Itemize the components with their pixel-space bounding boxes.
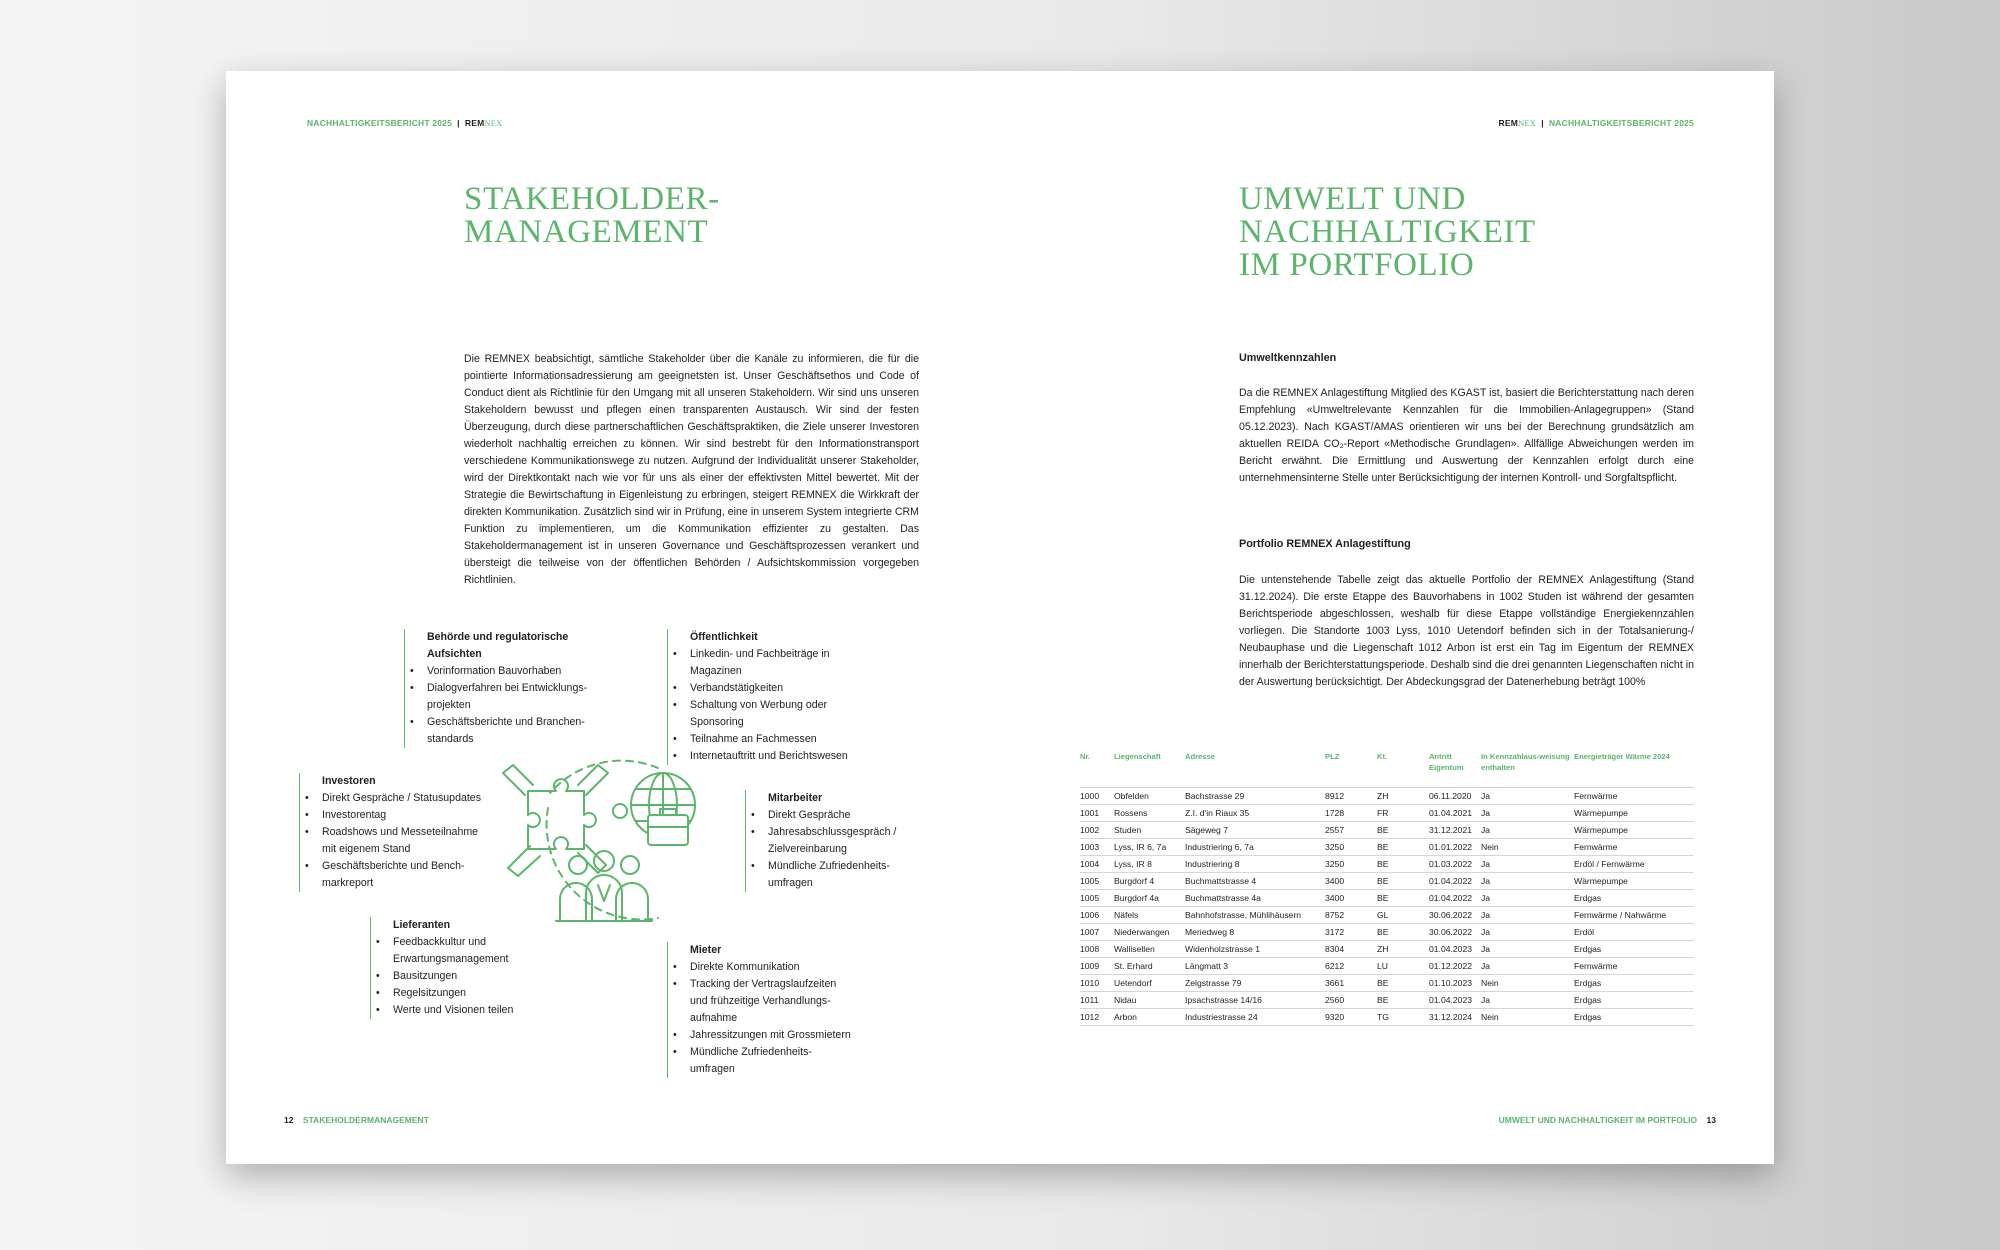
list-item: • Jahresabschlussgespräch / Zielvereinbarung [768,824,958,858]
table-cell: Ja [1481,941,1574,958]
list-item: • Dialogverfahren bei Entwicklungs- projekten [427,680,627,714]
table-cell: Ja [1481,890,1574,907]
table-cell: BE [1377,975,1429,992]
table-cell: Fernwärme [1574,958,1694,975]
table-cell: Nidau [1114,992,1185,1009]
group-oeffentlichkeit [667,629,910,765]
left-header-separator: | [457,118,460,128]
table-cell: 1010 [1080,975,1114,992]
list-item: • Vorinformation Bauvorhaben [427,663,627,680]
table-cell: Erdgas [1574,975,1694,992]
table-row [1080,924,1694,941]
table-cell: 01.10.2023 [1429,975,1481,992]
table-cell: 8752 [1325,907,1377,924]
table-cell: 1000 [1080,788,1114,805]
table-header-row [1080,751,1694,788]
list-item: • Mündliche Zufriedenheits- umfragen [768,858,958,892]
table-column-header: Nr. [1080,751,1114,788]
table-cell: Ja [1481,924,1574,941]
table-cell: 1005 [1080,873,1114,890]
table-cell: BE [1377,856,1429,873]
table-cell: 3250 [1325,856,1377,873]
group-mieter [667,942,910,1078]
list-item: • Verbandstätigkeiten [690,680,910,697]
table-cell: Sägeweg 7 [1185,822,1325,839]
left-running-header [307,118,502,128]
table-cell: FR [1377,805,1429,822]
group-title: Mitarbeiter [768,792,823,804]
table-column-header: Kt. [1377,751,1429,788]
table-cell: Ipsachstrasse 14/16 [1185,992,1325,1009]
table-cell: Erdgas [1574,992,1694,1009]
left-page-title [464,183,720,249]
table-row [1080,839,1694,856]
right-header-separator: | [1541,118,1544,128]
table-cell: Buchmattstrasse 4a [1185,890,1325,907]
group-behoerde [404,629,627,748]
table-cell: Längmatt 3 [1185,958,1325,975]
section-title-portfolio: Portfolio REMNEX Anlagestiftung [1239,538,1411,550]
table-row [1080,958,1694,975]
table-cell: 3400 [1325,890,1377,907]
group-title: Öffentlichkeit [690,631,758,643]
table-cell: Ja [1481,907,1574,924]
left-intro-text: Die REMNEX beabsichtigt, sämtliche Stakeholder über die Kanäle zu informieren, die für die pointierte Informationsadressierung am geeignetsten ist. Unser Geschäftsethos und Code of Conduct dient als Richtlinie für den Umgang mit all unseren Stakeholdern. Wir sind uns unseren Stakeholdern bewusst und pflegen einen transparenten Austausch. Wir sind der festen Überzeugung, durch diese partnerschaftlichen Geschäftspraktiken, die Ziele unserer Investoren wiederholt nachhaltig erreichen zu können. Wir sind bestrebt für den Informationstransport verschiedene Kommunikationswege zu nutzen. Aufgrund der Individualität unserer Stakeholder, wird der Direktkontakt nach wie vor für uns als einer der effektivsten Mittel bewertet. Mit der Strategie die Bewirtschaftung in Eigenleistung zu erbringen, steigert REMNEX die Wirkkraft der direkten Kommunikation. Zusätzlich sind wir in Prüfung, eine in unserem System integrierte CRM Funktion zu implementieren, um die Kommunikation effizienter zu gestalten. Das Stakeholdermanagement ist in unseren Governance und Geschäftsprozessen verankert und übersteigt die teilweise von der öffentlichen Behörden / Aufsichtskommission vorgegeben Richtlinien. [464,353,919,586]
table-cell: Burgdorf 4 [1114,873,1185,890]
table-cell: 9320 [1325,1009,1377,1026]
table-cell: 8912 [1325,788,1377,805]
table-cell: 01.04.2023 [1429,941,1481,958]
table-cell: Uetendorf [1114,975,1185,992]
table-cell: 2560 [1325,992,1377,1009]
list-item: • Investorentag [322,807,522,824]
list-item: • Roadshows und Messeteilnahme mit eigenem Stand [322,824,522,858]
table-cell: 31.12.2024 [1429,1009,1481,1026]
table-cell: Nein [1481,1009,1574,1026]
table-cell: 1001 [1080,805,1114,822]
list-item: • Teilnahme an Fachmessen [690,731,910,748]
table-cell: 1003 [1080,839,1114,856]
table-cell: Nein [1481,975,1574,992]
table-cell: 01.04.2022 [1429,873,1481,890]
list-item: • Direkte Kommunikation [690,959,910,976]
table-row [1080,890,1694,907]
list-item: • Regelsitzungen [393,985,573,1002]
right-footer [1499,1115,1716,1125]
section-text-portfolio: Die untenstehende Tabelle zeigt das aktuelle Portfolio der REMNEX Anlagestiftung (Stand 31.12.2024). Die erste Etappe des Bauvorhabens in 1002 Studen ist während der gesamten Berichtsperiode abgeschlossen, weshalb für diese Etappe vollständige Energiekennzahlen vorliegen. Die Standorte 1003 Lyss, 1010 Uetendorf befinden sich in der Totalsanierung-/ Neubauphase und die Liegenschaft 1012 Arbon ist erst ein Tag im Eigentum der REMNEX innerhalb der Berichterstattungsperiode. Deshalb sind die drei genannten Liegenschaften nicht in der Auswertung berücksichtigt. Der Abdeckungsgrad der Datenerhebung beträgt 100% [1239,574,1694,688]
section-title-umweltkennzahlen: Umweltkennzahlen [1239,352,1337,364]
section-text-umweltkennzahlen: Da die REMNEX Anlagestiftung Mitglied des KGAST ist, basiert die Berichterstattung nach deren Empfehlung «Umweltrelevante Kennzahlen für die Immobilien-Anlagegruppen» (Stand 05.12.2023). Nach KGAST/AMAS orientieren wir uns bei der Berechnung grundsätzlich am aktuellen REIDA CO₂-Report «Methodische Grundlagen». Allfällige Abweichungen werden im Bericht erwähnt. Die Ermittlung und Auswertung der Kennzahlen erfolgt durch eine unternehmensinterne Stelle unter Berücksichtigung der internen Kontroll- und Sorgfaltspflicht. [1239,387,1694,484]
table-row [1080,1009,1694,1026]
table-cell: Obfelden [1114,788,1185,805]
table-row [1080,856,1694,873]
table-cell: Ja [1481,958,1574,975]
left-footer [284,1115,429,1125]
table-cell: 06.11.2020 [1429,788,1481,805]
table-cell: 3250 [1325,839,1377,856]
list-item: • Werte und Visionen teilen [393,1002,573,1019]
table-body [1080,788,1694,1026]
group-title: Mieter [690,944,722,956]
table-cell: Widenholzstrasse 1 [1185,941,1325,958]
table-cell: Ja [1481,992,1574,1009]
table-cell: LU [1377,958,1429,975]
table-cell: Lyss, IR 6, 7a [1114,839,1185,856]
group-investoren [299,773,522,892]
list-item: • Tracking der Vertragslaufzeiten und frühzeitige Verhandlungs- aufnahme [690,976,910,1027]
list-item: • Jahressitzungen mit Grossmietern [690,1027,910,1044]
portfolio-table [1080,751,1694,1026]
brochure-spread [226,71,1774,1164]
stakeholder-illustration [498,753,703,933]
right-title-line: NACHHALTIGKEIT [1239,214,1536,250]
right-footer-section: UMWELT UND NACHHALTIGKEIT IM PORTFOLIO [1498,1115,1698,1125]
table-cell: 1007 [1080,924,1114,941]
table-cell: Erdgas [1574,890,1694,907]
table-row [1080,941,1694,958]
handshake-puzzle-icon [503,765,608,876]
table-cell: Nein [1481,839,1574,856]
table-row [1080,907,1694,924]
table-cell: 1004 [1080,856,1114,873]
list-item: • Geschäftsberichte und Branchen- standards [427,714,627,748]
table-cell: Meriedweg 8 [1185,924,1325,941]
table-cell: Buchmattstrasse 4 [1185,873,1325,890]
table-cell: Bachstrasse 29 [1185,788,1325,805]
table-column-header: Liegenschaft [1114,751,1185,788]
table-cell: Arbon [1114,1009,1185,1026]
table-row [1080,788,1694,805]
table-cell: 8304 [1325,941,1377,958]
table-cell: 1005 [1080,890,1114,907]
list-item: • Feedbackkultur und Erwartungsmanagement [393,934,573,968]
table-cell: 1012 [1080,1009,1114,1026]
right-running-header [1499,118,1694,128]
table-row [1080,975,1694,992]
list-item: • Geschäftsberichte und Bench- markreport [322,858,522,892]
table-cell: Z.I. d'in Riaux 35 [1185,805,1325,822]
table-cell: Studen [1114,822,1185,839]
list-item: • Mündliche Zufriedenheits- umfragen [690,1044,910,1078]
table-cell: 1011 [1080,992,1114,1009]
table-cell: 3661 [1325,975,1377,992]
table-cell: Fernwärme [1574,788,1694,805]
table-cell: TG [1377,1009,1429,1026]
table-cell: 30.06.2022 [1429,907,1481,924]
table-cell: 1002 [1080,822,1114,839]
group-title: Lieferanten [393,919,451,931]
table-column-header: Energieträger Wärme 2024 [1574,751,1694,788]
table-cell: Rossens [1114,805,1185,822]
table-cell: Ja [1481,856,1574,873]
table-cell: Erdöl [1574,924,1694,941]
list-item: • Direkt Gespräche [768,807,958,824]
list-item: • Bausitzungen [393,968,573,985]
table-cell: 30.06.2022 [1429,924,1481,941]
table-cell: 01.03.2022 [1429,856,1481,873]
list-item: • Direkt Gespräche / Statusupdates [322,790,522,807]
table-row [1080,822,1694,839]
table-cell: BE [1377,992,1429,1009]
table-column-header: Antritt Eigentum [1429,751,1481,788]
table-cell: Wallisellen [1114,941,1185,958]
table-cell: BE [1377,890,1429,907]
table-cell: 3400 [1325,873,1377,890]
table-cell: 01.04.2023 [1429,992,1481,1009]
dashed-circle-arc [547,808,658,919]
table-cell: Niederwangen [1114,924,1185,941]
table-cell: 1009 [1080,958,1114,975]
list-item: • Linkedin- und Fachbeiträge in Magazinen [690,646,910,680]
right-title-line: UMWELT UND [1239,181,1466,217]
table-cell: ZH [1377,941,1429,958]
table-cell: St. Erhard [1114,958,1185,975]
group-mitarbeiter [745,790,958,892]
table-cell: Erdöl / Fernwärme [1574,856,1694,873]
left-header-report: NACHHALTIGKEITSBERICHT 2025 [307,118,453,128]
table-cell: Burgdorf 4a [1114,890,1185,907]
table-cell: 01.04.2022 [1429,890,1481,907]
table-cell: 01.01.2022 [1429,839,1481,856]
left-title-line: MANAGEMENT [464,214,709,250]
list-item: • Internetauftritt und Berichtswesen [690,748,910,765]
group-title: Behörde und regulatorische Aufsichten [427,631,569,660]
right-header-report: NACHHALTIGKEITSBERICHT 2025 [1548,118,1694,128]
table-cell: 1008 [1080,941,1114,958]
table-cell: Ja [1481,788,1574,805]
left-header-brand: REMNEX [464,118,503,128]
table-row [1080,873,1694,890]
table-cell: 31.12.2021 [1429,822,1481,839]
right-page-number: 13 [1706,1115,1716,1125]
table-cell: BE [1377,924,1429,941]
right-title-line: IM PORTFOLIO [1239,247,1475,283]
table-column-header: In Kennzahlaus-weisung enthalten [1481,751,1574,788]
table-cell: Industriering 8 [1185,856,1325,873]
table-cell: Wärmepumpe [1574,822,1694,839]
table-cell: Fernwärme [1574,839,1694,856]
table-row [1080,992,1694,1009]
table-cell: 3172 [1325,924,1377,941]
table-cell: Wärmepumpe [1574,873,1694,890]
table-cell: Bahnhofstrasse, Mühlihäusern [1185,907,1325,924]
table-cell: 6212 [1325,958,1377,975]
table-cell: Lyss, IR 8 [1114,856,1185,873]
table-cell: Näfels [1114,907,1185,924]
right-page-title [1239,183,1536,282]
table-cell: GL [1377,907,1429,924]
table-cell: Zelgstrasse 79 [1185,975,1325,992]
table-cell: 01.04.2021 [1429,805,1481,822]
table-cell: Erdgas [1574,1009,1694,1026]
left-footer-section: STAKEHOLDERMANAGEMENT [302,1115,429,1125]
table-cell: Industriering 6, 7a [1185,839,1325,856]
table-cell: BE [1377,839,1429,856]
table-cell: BE [1377,873,1429,890]
table-cell: 2557 [1325,822,1377,839]
table-cell: Ja [1481,873,1574,890]
right-header-brand: REMNEX [1498,118,1537,128]
left-page-number: 12 [284,1115,294,1125]
table-column-header: Adresse [1185,751,1325,788]
group-title: Investoren [322,775,376,787]
table-cell: Wärmepumpe [1574,805,1694,822]
globe-briefcase-icon [613,773,695,845]
left-title-line: STAKEHOLDER- [464,181,720,217]
table-cell: Industriestrasse 24 [1185,1009,1325,1026]
table-cell: Erdgas [1574,941,1694,958]
table-row [1080,805,1694,822]
table-cell: Fernwärme / Nahwärme [1574,907,1694,924]
table-cell: 1728 [1325,805,1377,822]
table-cell: BE [1377,822,1429,839]
list-item: • Schaltung von Werbung oder Sponsoring [690,697,910,731]
table-column-header: PLZ [1325,751,1377,788]
table-cell: 01.12.2022 [1429,958,1481,975]
table-cell: Ja [1481,805,1574,822]
table-cell: Ja [1481,822,1574,839]
table-cell: 1006 [1080,907,1114,924]
table-cell: ZH [1377,788,1429,805]
